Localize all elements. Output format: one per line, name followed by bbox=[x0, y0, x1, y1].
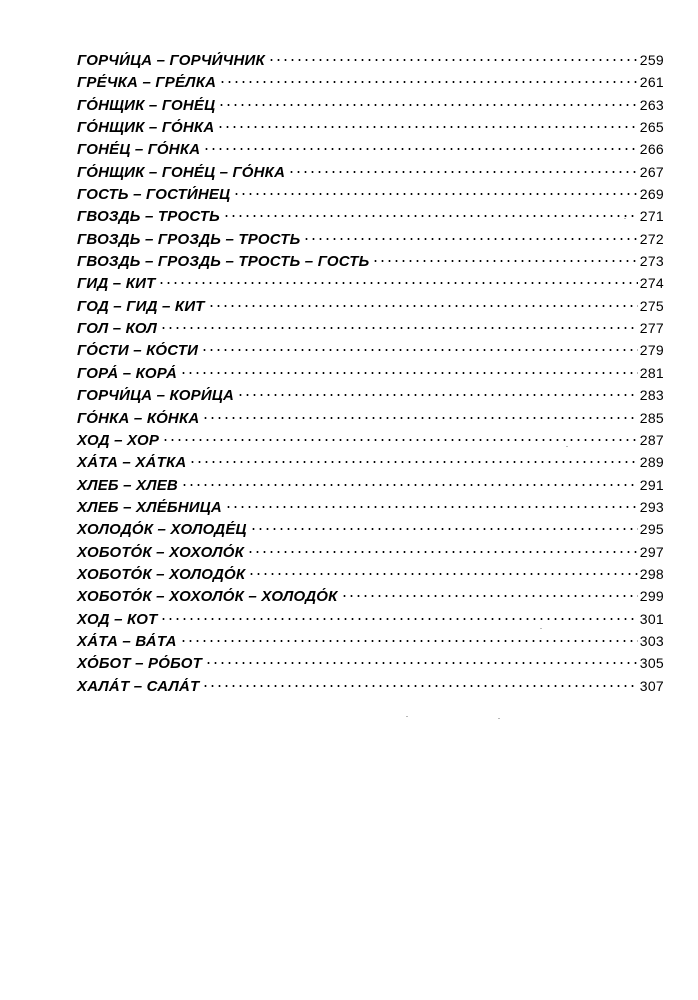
toc-entry-title: ХАЛА́Т – САЛА́Т bbox=[77, 677, 200, 695]
scan-speck bbox=[498, 718, 500, 719]
scan-speck bbox=[540, 628, 542, 629]
scan-speck bbox=[624, 218, 626, 219]
toc-entry[interactable] bbox=[77, 339, 664, 361]
toc-entry-title: ГОЛ – КОЛ bbox=[77, 320, 158, 338]
scan-speck bbox=[406, 716, 408, 717]
toc-entry-page: 283 bbox=[639, 387, 664, 404]
toc-entry-title: ГОРЧИ́ЦА – КОРИ́ЦА bbox=[77, 387, 234, 405]
dot-leader bbox=[205, 662, 638, 664]
toc-entry-page: 297 bbox=[639, 543, 664, 560]
dot-leader bbox=[250, 528, 638, 530]
toc-entry-title: ХА́ТА – ВА́ТА bbox=[77, 632, 177, 650]
toc-entry-page: 271 bbox=[639, 208, 664, 225]
toc-entry-page: 277 bbox=[639, 320, 664, 337]
toc-entry[interactable] bbox=[77, 317, 664, 339]
toc-entry-page: 269 bbox=[639, 186, 664, 203]
toc-entry-page: 273 bbox=[639, 253, 664, 270]
dot-leader bbox=[223, 215, 638, 217]
toc-entry-page: 289 bbox=[639, 454, 664, 471]
toc-entry-page: 293 bbox=[639, 498, 664, 515]
toc-entry-page: 265 bbox=[639, 119, 664, 136]
toc-entry[interactable] bbox=[77, 250, 664, 272]
toc-entry-page: 295 bbox=[639, 521, 664, 538]
toc-entry-page: 291 bbox=[639, 476, 664, 493]
toc-entry-page: 274 bbox=[639, 275, 664, 292]
scan-speck bbox=[566, 446, 568, 447]
toc-entry[interactable] bbox=[77, 652, 664, 674]
toc-entry-page: 303 bbox=[639, 632, 664, 649]
toc-entry-title: ХОД – ХОР bbox=[77, 431, 160, 449]
toc-entry[interactable] bbox=[77, 675, 664, 697]
toc-entry-title: ХОБОТО́К – ХОХОЛО́К bbox=[77, 543, 245, 561]
dot-leader bbox=[203, 148, 637, 150]
dot-leader bbox=[158, 282, 637, 284]
dot-leader bbox=[268, 59, 638, 61]
toc-entry[interactable] bbox=[77, 94, 664, 116]
toc-entry[interactable] bbox=[77, 49, 664, 71]
toc-entry-title: ГО́НЩИК – ГОНЕ́Ц – ГО́НКА bbox=[77, 163, 286, 181]
toc-entry-page: 263 bbox=[639, 96, 664, 113]
toc-entry-page: 287 bbox=[639, 431, 664, 448]
toc-entry-title: ХЛЕБ – ХЛЕ́БНИЦА bbox=[77, 498, 222, 516]
toc-entry[interactable] bbox=[77, 608, 664, 630]
toc-entry-title: ГРЕ́ЧКА – ГРЕ́ЛКА bbox=[77, 74, 217, 92]
toc-entry[interactable] bbox=[77, 161, 664, 183]
toc-entry-title: ГВОЗДЬ – ГРОЗДЬ – ТРОСТЬ – ГОСТЬ bbox=[77, 253, 370, 271]
toc-entry[interactable] bbox=[77, 474, 664, 496]
toc-entry[interactable] bbox=[77, 71, 664, 93]
toc-entry[interactable] bbox=[77, 228, 664, 250]
toc-entry[interactable] bbox=[77, 585, 664, 607]
dot-leader bbox=[372, 260, 637, 262]
dot-leader bbox=[219, 81, 638, 83]
toc-entry-page: 267 bbox=[639, 163, 664, 180]
toc-entry-page: 261 bbox=[639, 74, 664, 91]
dot-leader bbox=[237, 394, 638, 396]
toc-entry-page: 281 bbox=[639, 364, 664, 381]
toc-entry-page: 259 bbox=[639, 52, 664, 68]
toc-entry-page: 299 bbox=[639, 588, 664, 605]
toc-entry[interactable] bbox=[77, 205, 664, 227]
dot-leader bbox=[218, 104, 637, 106]
toc-entry[interactable] bbox=[77, 183, 664, 205]
toc-entry-title: ГО́СТИ – КО́СТИ bbox=[77, 342, 199, 360]
toc-entry-title: ГВОЗДЬ – ГРОЗДЬ – ТРОСТЬ bbox=[77, 230, 301, 248]
toc-entry[interactable] bbox=[77, 563, 664, 585]
toc-entry[interactable] bbox=[77, 384, 664, 406]
toc-entry[interactable] bbox=[77, 451, 664, 473]
dot-leader bbox=[202, 417, 637, 419]
dot-leader bbox=[180, 640, 638, 642]
dot-leader bbox=[160, 618, 637, 620]
toc-entry[interactable] bbox=[77, 541, 664, 563]
toc-entry[interactable] bbox=[77, 518, 664, 540]
dot-leader bbox=[189, 461, 637, 463]
toc-entry-page: 301 bbox=[639, 610, 664, 627]
toc-entry-title: ГИД – КИТ bbox=[77, 275, 156, 293]
toc-entry[interactable] bbox=[77, 116, 664, 138]
toc-entry-page: 272 bbox=[639, 230, 664, 247]
toc-entry-title: ГО́НЩИК – ГОНЕ́Ц bbox=[77, 96, 216, 114]
dot-leader bbox=[181, 484, 638, 486]
dot-leader bbox=[288, 171, 638, 173]
toc-entry-page: 285 bbox=[639, 409, 664, 426]
toc-entry-title: ГОД – ГИД – КИТ bbox=[77, 297, 205, 315]
toc-entry[interactable] bbox=[77, 407, 664, 429]
dot-leader bbox=[202, 685, 637, 687]
toc-entry-page: 279 bbox=[639, 342, 664, 359]
toc-entry-page: 305 bbox=[639, 655, 664, 672]
toc-entry-title: ХО́БОТ – РО́БОТ bbox=[77, 655, 202, 673]
toc-entry-title: ГОНЕ́Ц – ГО́НКА bbox=[77, 141, 201, 159]
dot-leader bbox=[201, 349, 638, 351]
toc-entry-title: ГО́НКА – КО́НКА bbox=[77, 409, 200, 427]
dot-leader bbox=[341, 595, 638, 597]
table-of-contents bbox=[77, 49, 664, 697]
dot-leader bbox=[233, 193, 637, 195]
dot-leader bbox=[180, 372, 638, 374]
dot-leader bbox=[160, 327, 638, 329]
toc-entry-title: ХЛЕБ – ХЛЕВ bbox=[77, 476, 178, 494]
dot-leader bbox=[303, 238, 637, 240]
toc-entry[interactable] bbox=[77, 295, 664, 317]
toc-entry-title: ГОРЧИ́ЦА – ГОРЧИ́ЧНИК bbox=[77, 52, 265, 69]
dot-leader bbox=[217, 126, 637, 128]
dot-leader bbox=[208, 305, 638, 307]
toc-entry[interactable] bbox=[77, 429, 664, 451]
toc-entry-page: 275 bbox=[639, 297, 664, 314]
dot-leader bbox=[162, 439, 638, 441]
toc-entry-title: ХОБОТО́К – ХОХОЛО́К – ХОЛОДО́К bbox=[77, 588, 338, 606]
toc-entry-title: ХОБОТО́К – ХОЛОДО́К bbox=[77, 565, 246, 583]
toc-entry[interactable] bbox=[77, 630, 664, 652]
toc-entry[interactable] bbox=[77, 496, 664, 518]
dot-leader bbox=[225, 506, 638, 508]
toc-entry-page: 298 bbox=[639, 565, 664, 582]
dot-leader bbox=[248, 573, 637, 575]
toc-entry-page: 307 bbox=[639, 677, 664, 694]
toc-entry[interactable] bbox=[77, 138, 664, 160]
dot-leader bbox=[247, 551, 638, 553]
toc-entry[interactable] bbox=[77, 362, 664, 384]
toc-entry-title: ХА́ТА – ХА́ТКА bbox=[77, 454, 187, 472]
toc-entry-title: ГО́НЩИК – ГО́НКА bbox=[77, 119, 215, 137]
toc-entry-title: ГОСТЬ – ГОСТИ́НЕЦ bbox=[77, 186, 231, 204]
toc-entry-title: ГВОЗДЬ – ТРОСТЬ bbox=[77, 208, 220, 226]
toc-entry-title: ХОЛОДО́К – ХОЛОДЕ́Ц bbox=[77, 521, 247, 539]
toc-entry-title: ХОД – КОТ bbox=[77, 610, 158, 628]
toc-entry-title: ГОРА́ – КОРА́ bbox=[77, 364, 178, 382]
toc-entry-page: 266 bbox=[639, 141, 664, 158]
toc-entry[interactable] bbox=[77, 272, 664, 294]
